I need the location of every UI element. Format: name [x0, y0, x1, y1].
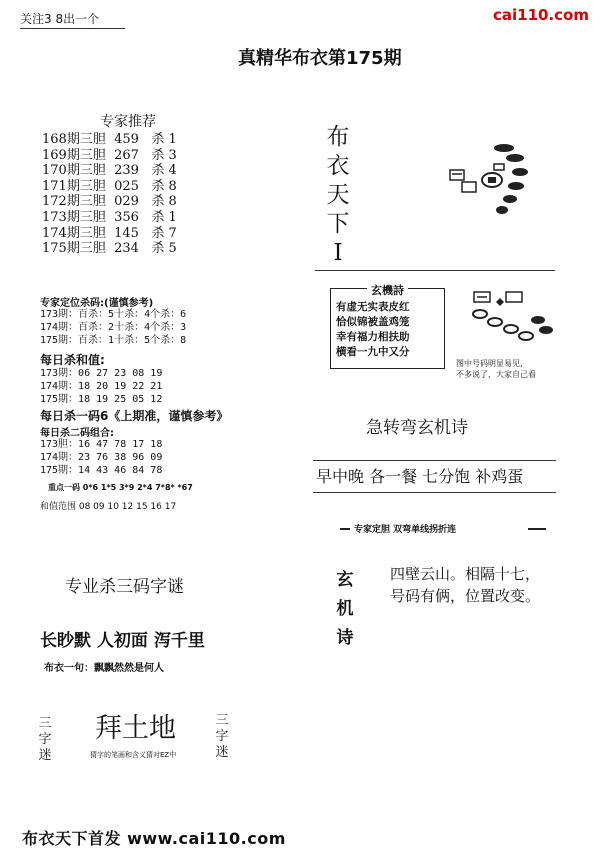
expert-title: 专家推荐 [100, 114, 156, 130]
expert-table [42, 132, 177, 257]
xuanji-poem [390, 563, 540, 607]
xuanji-box [330, 284, 445, 369]
daily-two-list [40, 438, 162, 477]
table-row: 174期三胆 145 杀 7 [42, 225, 177, 241]
page-title: 真精华布衣第175期 [238, 48, 402, 69]
table-row: 168期三胆 459 杀 1 [42, 132, 177, 147]
abacus-drawing-icon [440, 136, 550, 226]
table-row: 169期三胆 267 杀 3 [42, 147, 177, 163]
list-item: 有虚无实表皮红 [336, 301, 410, 313]
position-kill-list [40, 308, 186, 347]
three-char-left: 三字迷 [38, 716, 52, 763]
jizhuan-line: 早中晚 各一餐 七分饱 补鸡蛋 [316, 467, 524, 486]
list-item: 横看一九中又分 [336, 346, 410, 358]
site-logo[interactable]: cai110.com [493, 6, 589, 24]
table-row: 170期三胆 239 杀 4 [42, 163, 177, 179]
three-char-note: 猜字的笔画和含义猜对EZ中 [90, 751, 177, 759]
vertical-title: 布衣天下Ⅰ [326, 124, 350, 266]
section-divider [315, 270, 555, 271]
list-item: 174期：百杀：2十杀：4个杀：3 [40, 322, 187, 333]
expert-single: 专家定胆 双弯单线拐折连 [354, 525, 457, 535]
table-row: 175期三胆 234 杀 5 [42, 241, 177, 257]
three-char-riddle: 拜土地 [95, 713, 176, 744]
riddle-title: 专业杀三码字谜 [65, 577, 184, 597]
list-item: 175期：14 43 46 84 78 [40, 465, 163, 476]
list-item: 173期：百杀：5十杀：4个杀：6 [40, 309, 187, 320]
daily-two-title: 每日杀二码组合: [40, 428, 114, 439]
list-item: 恰似锦被盖鸡笼 [336, 316, 410, 328]
list-item: 175期：百杀：1十杀：5个杀：8 [40, 335, 187, 346]
xuanji-box-lines [336, 300, 410, 360]
position-kill-title: 专家定位杀码:(谨慎参考) [40, 298, 154, 309]
dash-right [528, 528, 546, 530]
list-item: 幸有福力相扶助 [336, 331, 410, 343]
three-char-right: 三字迷 [215, 713, 229, 760]
jizhuan-title: 急转弯玄机诗 [366, 418, 468, 438]
daily-one-code: 每日杀一码6《上期准，谨慎参考》 [40, 409, 229, 423]
hint-line: 图中号码明显易见， [456, 359, 528, 368]
sum-range: 和值范围 08 09 10 12 15 16 17 [40, 502, 177, 512]
focus-code: 重点一码 0*6 1*5 3*9 2*4 7*8* *67 [48, 483, 193, 492]
jizhuan-top-rule [313, 460, 556, 461]
footer-site: 布衣天下首发 www.cai110.com [22, 829, 286, 848]
list-item: 173胆：16 47 78 17 18 [40, 439, 163, 450]
table-row: 171期三胆 025 杀 8 [42, 178, 177, 194]
poem-line: 四壁云山。相隔十七， [390, 565, 541, 583]
table-row: 173期三胆 356 杀 1 [42, 209, 177, 225]
one-sentence: 布衣一句：飘飘然然是何人 [44, 663, 164, 674]
list-item: 174期：23 76 38 96 09 [40, 452, 163, 463]
list-item: 175期：18 19 25 05 12 [40, 394, 163, 405]
xuanji-label: 玄机诗 [336, 570, 354, 648]
header-underline [20, 28, 125, 29]
jizhuan-bottom-rule [313, 492, 556, 493]
riddle-line: 长眇默 人初面 泻千里 [40, 631, 205, 651]
header-note: 关注3 8出一个 [20, 12, 100, 26]
bead-chain-drawing-icon [468, 284, 578, 354]
poem-line: 号码有俩，位置改变。 [390, 587, 541, 605]
list-item: 173期：06 27 23 08 19 [40, 368, 163, 379]
dash-left [340, 528, 350, 530]
hint-text [456, 358, 536, 380]
table-row: 172期三胆 029 杀 8 [42, 194, 177, 210]
daily-sum-title: 每日杀和值: [40, 353, 105, 367]
hint-line: 不多说了，大家自己看 [456, 370, 536, 379]
xuanji-box-title: 玄機詩 [367, 284, 408, 297]
daily-sum-list [40, 367, 162, 406]
list-item: 174期：18 20 19 22 21 [40, 381, 163, 392]
